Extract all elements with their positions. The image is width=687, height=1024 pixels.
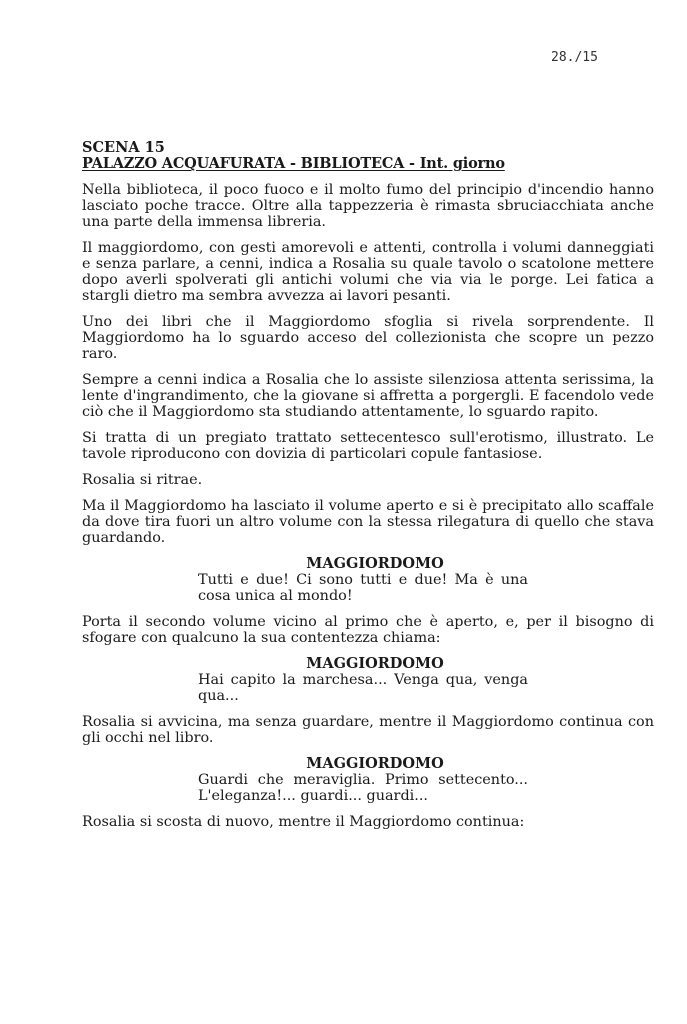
dialogue-line: Guardi che meraviglia. Primo settecento... L'eleganza!... guardi... guardi... — [198, 772, 528, 804]
action-paragraph: Nella biblioteca, il poco fuoco e il molto fumo del principio d'incendio hanno lasciato poche tracce. Oltre alla tappezzeria è rimasta sbruciacchiata anche una parte della immensa libreria. — [82, 182, 654, 230]
action-paragraph: Il maggiordomo, con gesti amorevoli e attenti, controlla i volumi danneggiati e senza parlare, a cenni, indica a Rosalia su quale tavolo o scatolone mettere dopo averli spolverati gli antichi volumi che via via le porge. Lei fatica a stargli dietro ma sembra avvezza ai lavori pesanti. — [82, 240, 654, 304]
script-body — [82, 140, 654, 840]
action-paragraph: Rosalia si avvicina, ma senza guardare, mentre il Maggiordomo continua con gli occhi nel libro. — [82, 714, 654, 746]
action-paragraph: Rosalia si scosta di nuovo, mentre il Maggiordomo continua: — [82, 814, 525, 830]
dialogue-line: Hai capito la marchesa... Venga qua, venga qua... — [198, 672, 528, 704]
action-paragraph: Ma il Maggiordomo ha lasciato il volume aperto e si è precipitato allo scaffale da dove tira fuori un altro volume con la stessa rilegatura di quello che stava guardando. — [82, 498, 654, 546]
action-paragraph: Rosalia si ritrae. — [82, 472, 203, 488]
action-paragraph: Sempre a cenni indica a Rosalia che lo assiste silenziosa attenta serissima, la lente d'ingrandimento, che la giovane si affretta a porgergli. E facendolo vede ciò che il Maggiordomo sta studiando attentamente, lo sguardo rapito. — [82, 372, 654, 420]
character-name: MAGGIORDOMO — [306, 555, 444, 572]
character-name: MAGGIORDOMO — [306, 655, 444, 672]
action-paragraph: Uno dei libri che il Maggiordomo sfoglia si rivela sorprendente. Il Maggiordomo ha lo sguardo acceso del collezionista che scopre un pezzo raro. — [82, 314, 654, 362]
dialogue-line: Tutti e due! Ci sono tutti e due! Ma è una cosa unica al mondo! — [198, 572, 528, 604]
character-name: MAGGIORDOMO — [306, 755, 444, 772]
page-number: 28./15 — [551, 50, 598, 65]
action-paragraph: Si tratta di un pregiato trattato settecentesco sull'erotismo, illustrato. Le tavole riproducono con dovizia di particolari copule fantasiose. — [82, 430, 654, 462]
action-paragraph: Porta il secondo volume vicino al primo che è aperto, e, per il bisogno di sfogare con qualcuno la sua contentezza chiama: — [82, 614, 654, 646]
scene-heading: PALAZZO ACQUAFURATA - BIBLIOTECA - Int. giorno — [82, 155, 505, 172]
scene-number: SCENA 15 — [82, 139, 165, 156]
